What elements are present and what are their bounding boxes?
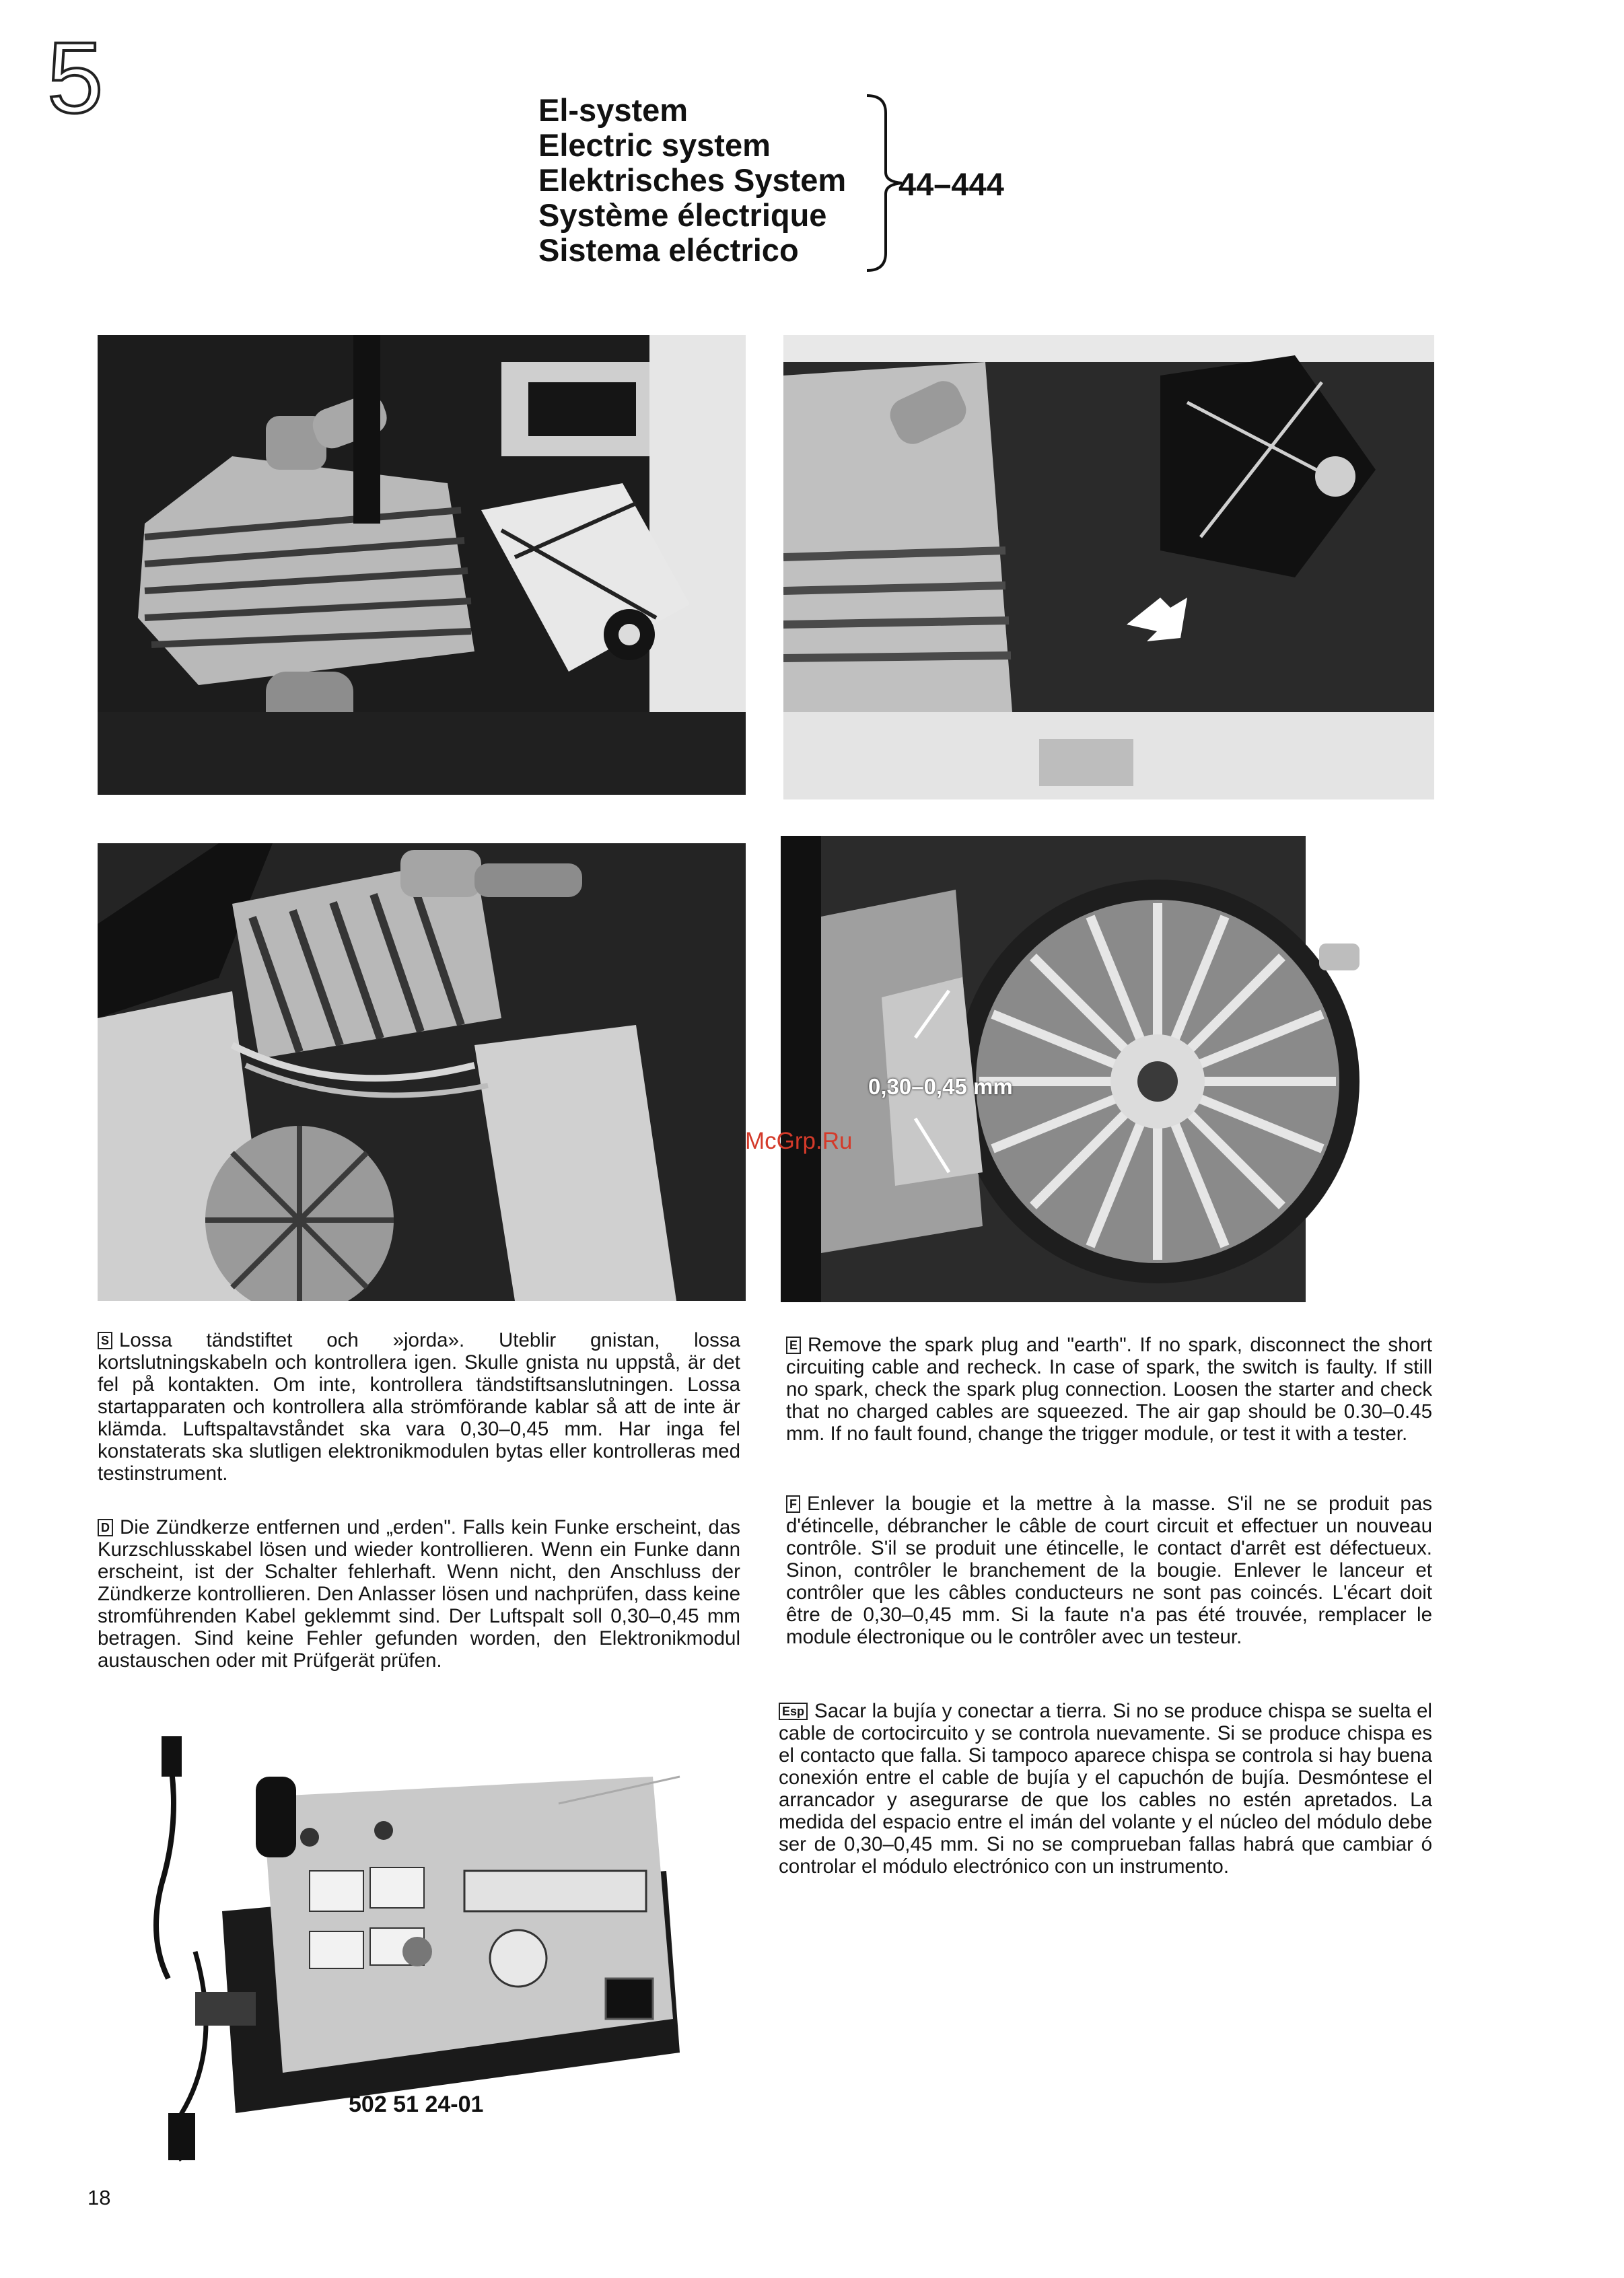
language-badge-swedish: S bbox=[98, 1332, 112, 1349]
cylinder-arrow-photo bbox=[783, 335, 1434, 799]
title-block bbox=[538, 93, 1077, 281]
paragraph-spanish-text: Sacar la bujía y conectar a tierra. Si no se produce chispa se suelta el cable de cortocircuito y se controla nuevamente. Si se produce chispa es el contacto que falla. Si tampoco aparece chispa se controla si hay buena conexión entre el cable de bujía y el capuchón de bujía. Desmóntese el arrancador y asegurarse de que los cables no estén apretados. La medida del espacio entre el imán del volante y el núcleo del módulo debe ser de 0,30–0,45 mm. Si no se comprueban fallas habrá que cambiar ó controlar el módulo electrónico con un instrumento. bbox=[779, 1700, 1432, 1878]
flywheel-airgap-photo bbox=[781, 836, 1437, 1302]
engine-cylinder-photo bbox=[98, 335, 746, 795]
language-badge-german: D bbox=[98, 1519, 113, 1536]
tester-part-number: 502 51 24-01 bbox=[349, 2092, 484, 2117]
title-spanish: Sistema eléctrico bbox=[538, 232, 799, 268]
paragraph-spanish bbox=[779, 1700, 1432, 1878]
engine-side-photo bbox=[98, 843, 746, 1301]
paragraph-swedish-text: Lossa tändstiftet och »jorda». Uteblir gnistan, lossa kortslutningskabeln och kontrollera igen. Skulle gnista nu uppstå, är det fel på kontakten. Om inte, kontrollera tändstiftsanslutningen. Lossa startapparaten och kontrollera alla strömförande kablar så att de inte är klämda. Luftspaltavståndet ska vara 0,30–0,45 mm. Har inga fel konstaterats ska slutligen elektronikmodulen bytas eller kontrolleras med testinstrument. bbox=[98, 1329, 740, 1485]
air-gap-label: 0,30–0,45 mm bbox=[868, 1074, 1013, 1099]
paragraph-french-text: Enlever la bougie et la mettre à la masse. S'il ne se produit pas d'étincelle, débrancher le câble de court circuit et effectuer un nouveau contrôle. S'il se produit une étincelle, le contact d'arrêt est défectueux. Sinon, contrôler le branchement de la bougie. Enlever le lanceur et contrôler que les câbles conducteurs ne sont pas coincés. L'écart doit être de 0,30–0,45 mm. Si la faute n'a pas été trouvée, remplacer le module électronique ou le contrôler avec un testeur. bbox=[786, 1493, 1432, 1648]
paragraph-english bbox=[786, 1334, 1432, 1445]
title-english: Electric system bbox=[538, 127, 771, 163]
language-badge-french: F bbox=[786, 1495, 800, 1513]
paragraph-english-text: Remove the spark plug and "earth". If no spark, disconnect the short circuiting cable and recheck. In case of spark, the switch is faulty. If still no spark, check the spark plug connection. Loosen the starter and check that no charged cables are squeezed. The air gap should be 0.30–0.45 mm. If no fault found, change the trigger module, or test it with a tester. bbox=[786, 1334, 1432, 1445]
paragraph-french bbox=[786, 1493, 1432, 1648]
paragraph-swedish bbox=[98, 1329, 740, 1485]
paragraph-german bbox=[98, 1516, 740, 1672]
paragraph-german-text: Die Zündkerze entfernen und „erden". Falls kein Funke erscheint, das Kurzschlusskabel lösen und wieder kontrollieren. Wenn ein Funke dann erscheint, ist der Schalter fehlerhaft. Wenn nicht, den Anschluss der Zündkerze kontrollieren. Den Anlasser lösen und nachprüfen, dass keine stromführenden Kabel geklemmt sind. Der Luftspalt soll 0,30–0,45 mm betragen. Sind keine Fehler gefunden worden, den Elektronikmodul austauschen oder mit Prüfgerät prüfen. bbox=[98, 1516, 740, 1672]
title-swedish: El-system bbox=[538, 92, 689, 128]
language-badge-english: E bbox=[786, 1337, 801, 1354]
model-number: 44–444 bbox=[898, 166, 1004, 202]
page-number: 18 bbox=[87, 2186, 111, 2209]
language-badge-spanish: Esp bbox=[779, 1703, 808, 1720]
title-french: Système électrique bbox=[538, 197, 827, 233]
watermark: McGrp.Ru bbox=[745, 1128, 853, 1154]
title-german: Elektrisches System bbox=[538, 162, 847, 198]
chapter-number: 5 bbox=[47, 21, 104, 134]
